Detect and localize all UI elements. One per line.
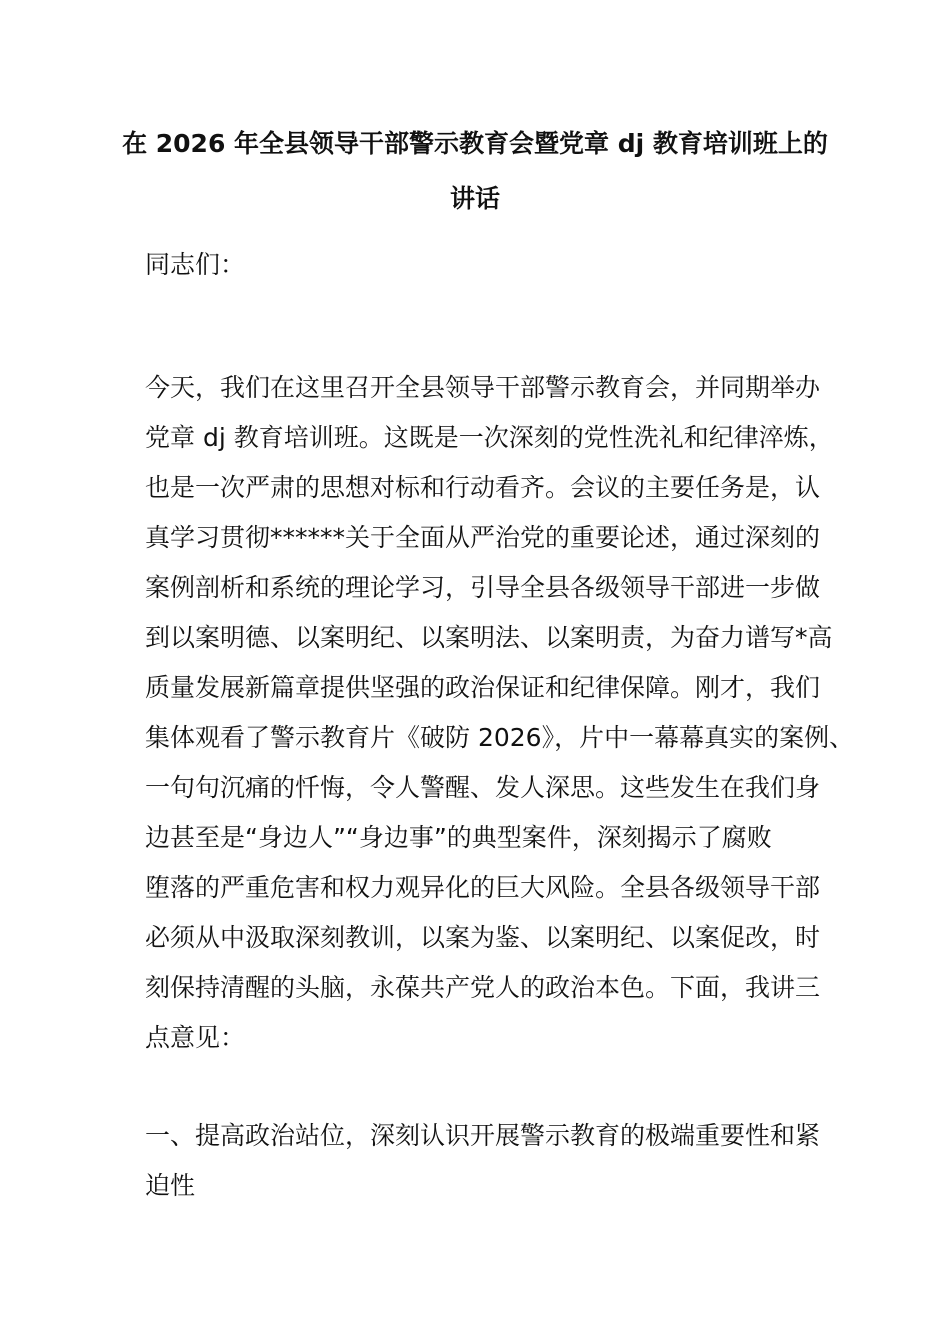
paragraph-line: 今天，我们在这里召开全县领导干部警示教育会，并同期举办 [145,373,821,402]
salutation [145,240,835,290]
paragraph-intro [145,363,855,1063]
paragraph-line: 集体观看了警示教育片《破防 2026》，片中一幕幕真实的案例、 [145,723,855,752]
section-heading-1 [145,1111,835,1211]
paragraph-line: 真学习贯彻******关于全面从严治党的重要论述，通过深刻的 [145,523,821,552]
paragraph-line: 党章 dj 教育培训班。这既是一次深刻的党性洗礼和纪律淬炼， [145,423,834,452]
heading-line: 迫性 [145,1171,196,1200]
salutation-text: 同志们： [145,250,246,279]
heading-line: 一、提高政治站位，深刻认识开展警示教育的极端重要性和紧 [145,1121,821,1150]
paragraph-line: 点意见： [145,1023,246,1052]
paragraph-line: 质量发展新篇章提供坚强的政治保证和纪律保障。刚才，我们 [145,673,821,702]
paragraph-line: 刻保持清醒的头脑，永葆共产党人的政治本色。下面，我讲三 [145,973,821,1002]
paragraph-line: 也是一次严肃的思想对标和行动看齐。会议的主要任务是，认 [145,473,821,502]
paragraph-line: 边甚至是“身边人”“身边事”的典型案件，深刻揭示了腐败 [145,823,772,852]
document-title [100,116,850,226]
paragraph-line: 案例剖析和系统的理论学习，引导全县各级领导干部进一步做 [145,573,821,602]
paragraph-line: 堕落的严重危害和权力观异化的巨大风险。全县各级领导干部 [145,873,821,902]
title-line: 讲话 [449,184,500,213]
paragraph-line: 一句句沉痛的忏悔，令人警醒、发人深思。这些发生在我们身 [145,773,821,802]
paragraph-line: 必须从中汲取深刻教训，以案为鉴、以案明纪、以案促改，时 [145,923,821,952]
paragraph-line: 到以案明德、以案明纪、以案明法、以案明责，为奋力谱写*高 [145,623,833,652]
title-line: 在 2026 年全县领导干部警示教育会暨党章 dj 教育培训班上的 [122,129,828,158]
